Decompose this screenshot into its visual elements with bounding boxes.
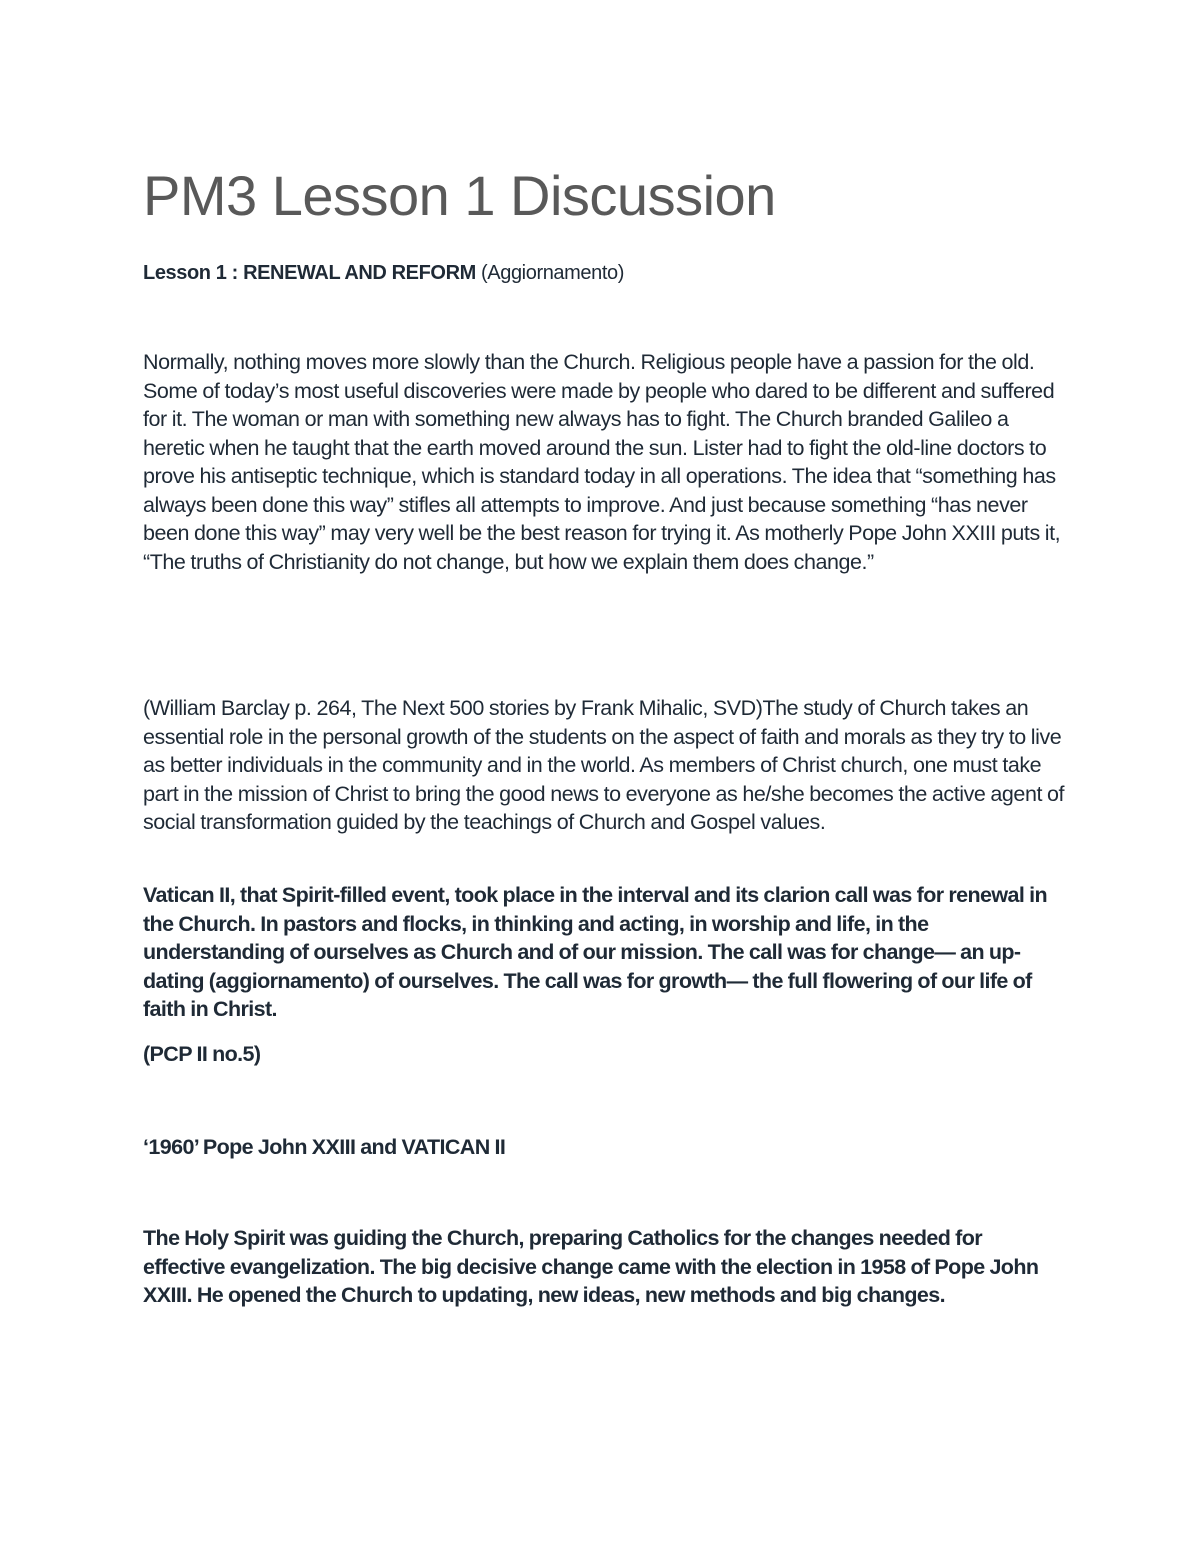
lesson-subtitle-normal: (Aggiornamento) bbox=[475, 262, 624, 284]
vatican-quote-paragraph: Vatican II, that Spirit-filled event, took place in the interval and its clarion call was for renewal in the Church. In pastors and flocks, in thinking and acting, in worship and life, in the understanding of ourselves as Church and of our mission. The call was for change— an up-dating (aggiornamento) of ourselves. The call was for growth— the full flowering of our life of faith in Christ. bbox=[143, 883, 1048, 1021]
pcp-reference: (PCP II no.5) bbox=[143, 1042, 261, 1066]
lesson-subtitle bbox=[143, 259, 624, 287]
document-title: PM3 Lesson 1 Discussion bbox=[143, 164, 776, 227]
section-heading: ‘1960’ Pope John XXIII and VATICAN II bbox=[143, 1135, 506, 1159]
holy-spirit-paragraph: The Holy Spirit was guiding the Church, preparing Catholics for the changes needed for effective evangelization. The big decisive change came with the election in 1958 of Pope John XXIII. He opened the Church to updating, new ideas, new methods and big changes. bbox=[143, 1226, 1039, 1307]
story-paragraph: Normally, nothing moves more slowly than the Church. Religious people have a passion for the old. Some of today’s most useful discoveries were made by people who dared to be different and suffered for it. The woman or man with something new always has to fight. The Church branded Galileo a heretic when he taught that the earth moved around the sun. Lister had to fight the old-line doctors to prove his antiseptic technique, which is standard today in all operations. The idea that “something has always been done this way” stifles all attempts to improve. And just because something “has never been done this way” may very well be the best reason for trying it. As motherly Pope John XXIII puts it, “The truths of Christianity do not change, but how we explain them does change.” bbox=[143, 350, 1061, 574]
lesson-subtitle-bold: Lesson 1 : RENEWAL AND REFORM bbox=[143, 262, 476, 284]
citation-study-paragraph: (William Barclay p. 264, The Next 500 stories by Frank Mihalic, SVD)The study of Church takes an essential role in the personal growth of the students on the aspect of faith and morals as they try to live as better individuals in the community and in the world. As members of Christ church, one must take part in the mission of Christ to bring the good news to everyone as he/she becomes the active agent of social transformation guided by the teachings of Church and Gospel values. bbox=[143, 696, 1065, 834]
